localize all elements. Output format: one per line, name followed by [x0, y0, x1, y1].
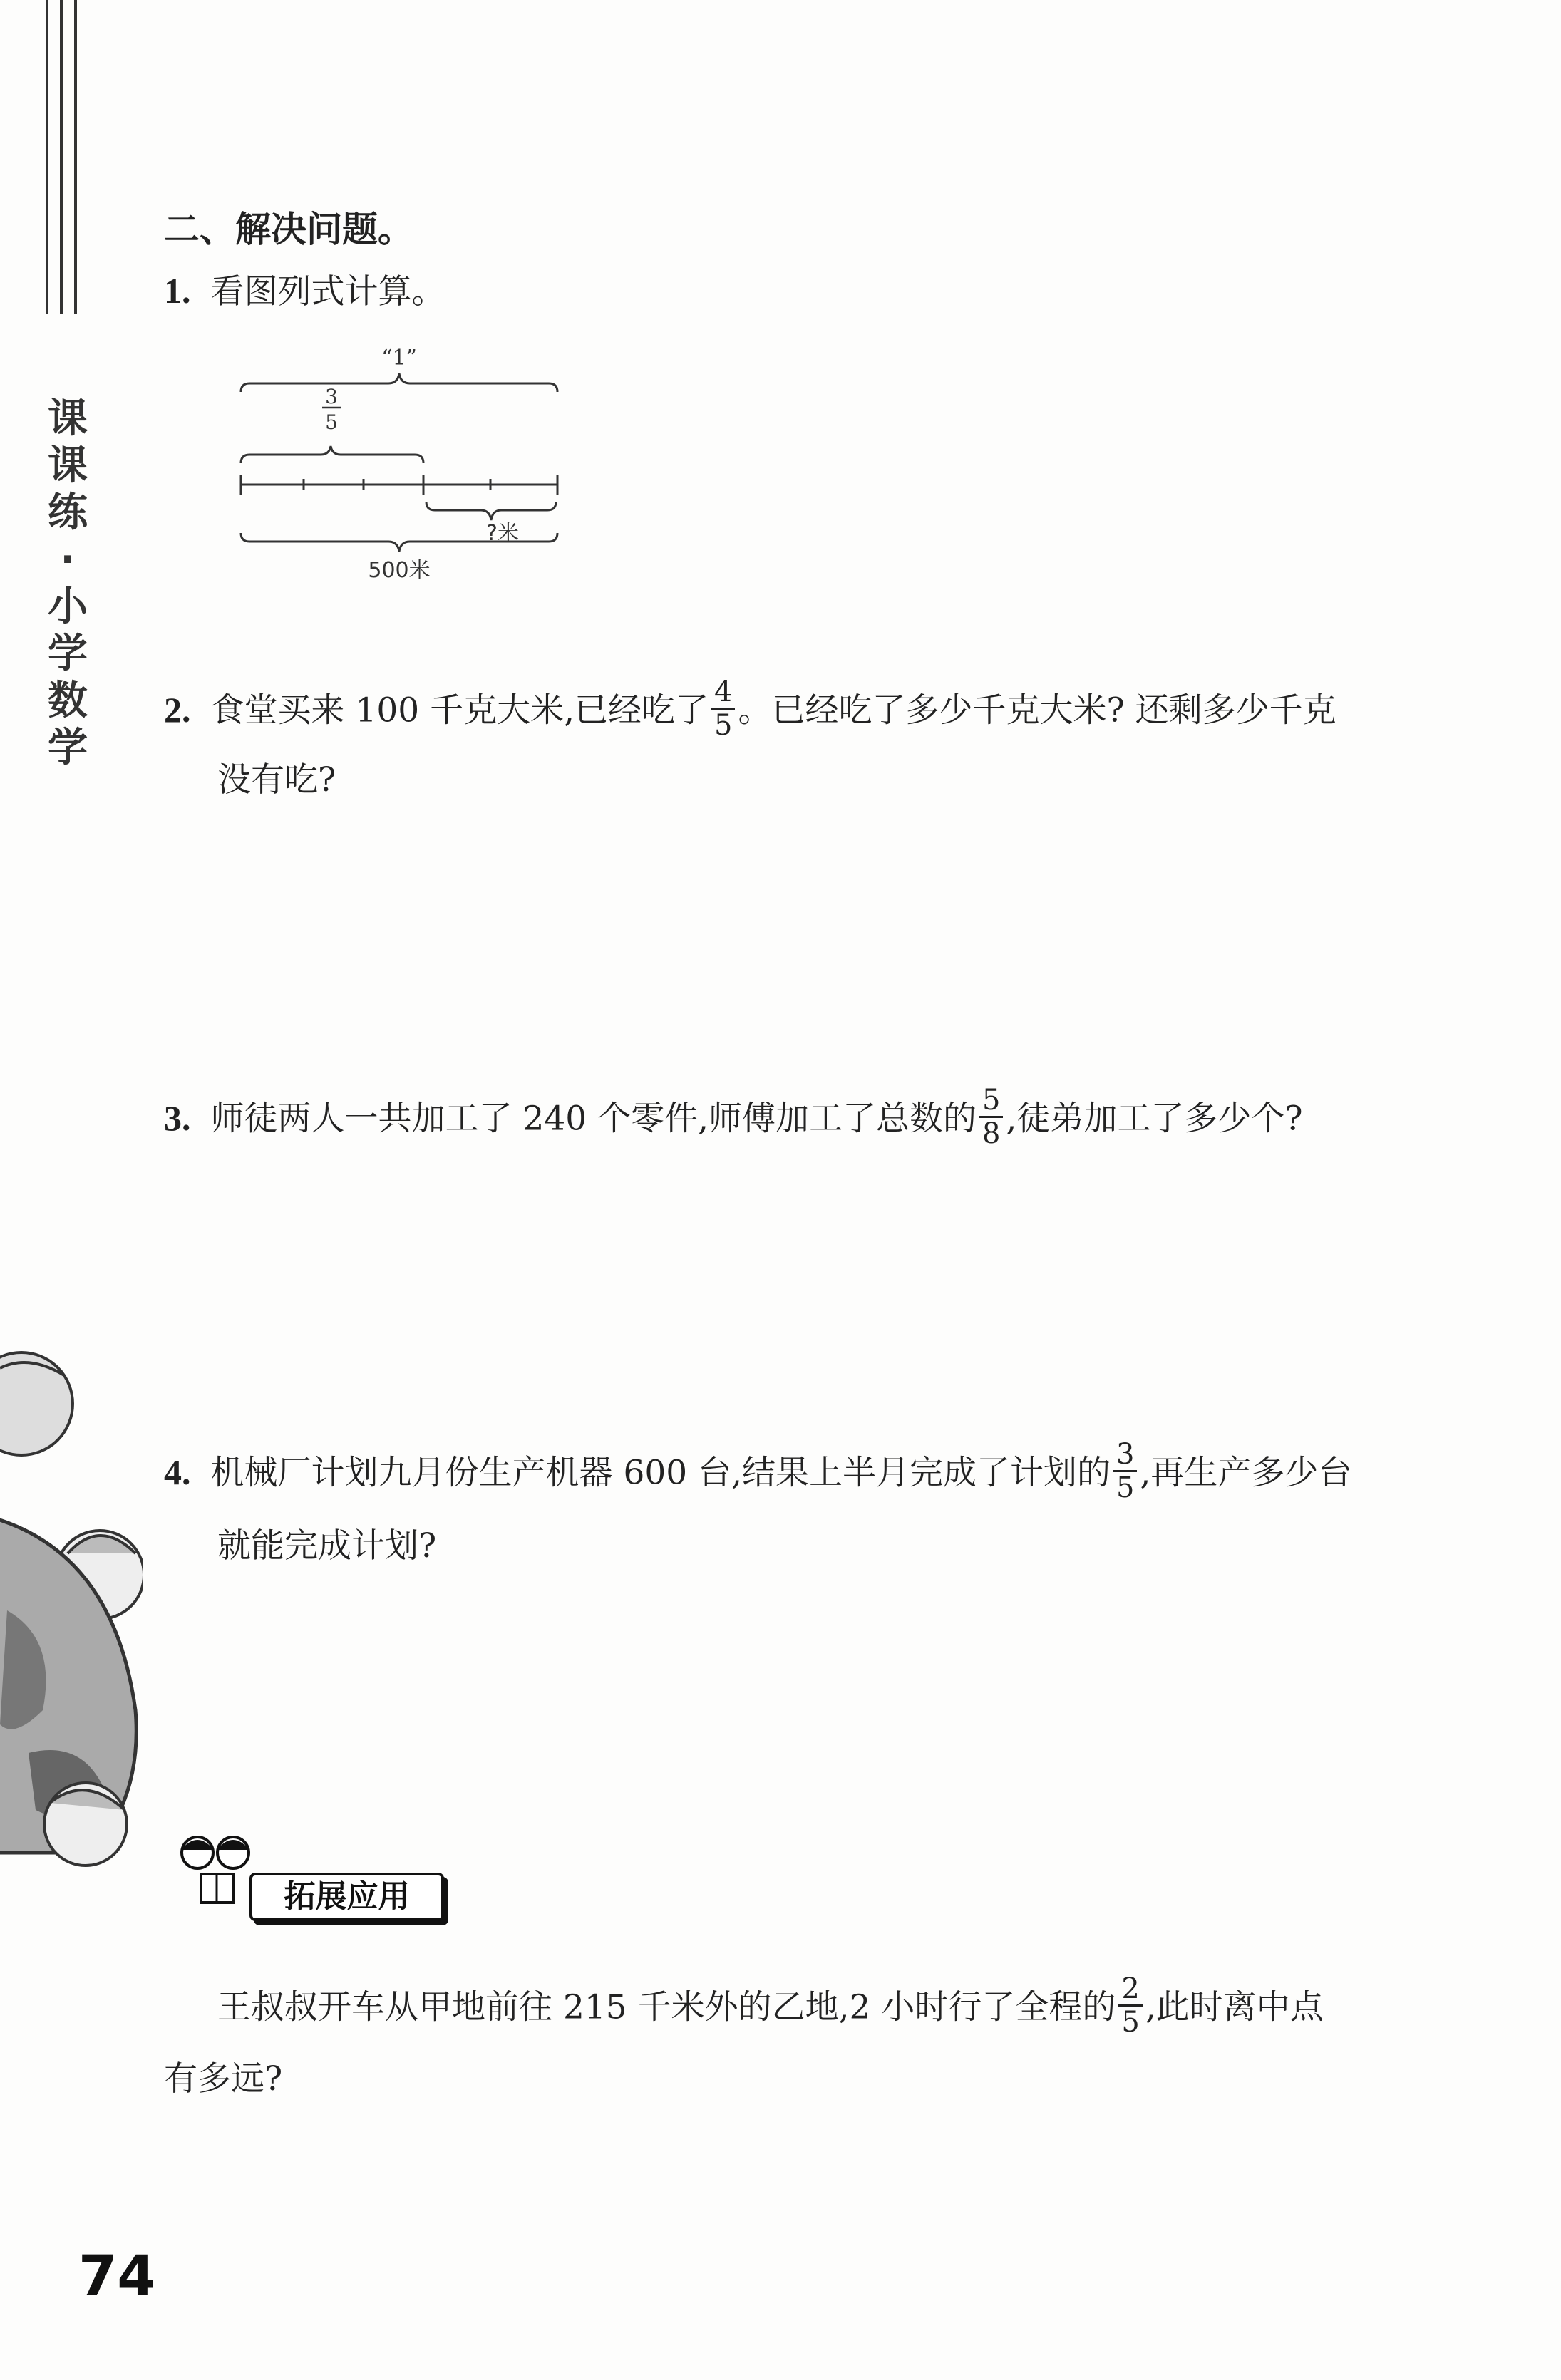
question-number: 4. [164, 1452, 191, 1492]
children-globe-illustration [0, 1340, 143, 1924]
question-text: ,再生产多少台 [1140, 1453, 1352, 1493]
question-2 [164, 676, 1336, 745]
question-2-line2: 没有吃? [217, 760, 336, 800]
page-number: 74 [78, 2245, 156, 2309]
question-4 [164, 1438, 1352, 1508]
diagram-total-label: 500米 [368, 558, 431, 583]
diagram-whole-label: “1” [381, 346, 417, 371]
margin-rule [60, 0, 63, 314]
question-number: 1. [164, 271, 191, 311]
extension-question [217, 1972, 1324, 2042]
segment-diagram [228, 342, 570, 599]
question-1 [164, 269, 445, 314]
section-title: 二、解决问题。 [164, 208, 413, 250]
question-number: 3. [164, 1097, 191, 1138]
fraction: $\frac{2}{5}$ [1118, 1973, 1142, 2038]
diagram-fraction-denominator: 5 [325, 410, 338, 434]
question-text: 机械厂计划九月份生产机器 600 台,结果上半月完成了计划的 [210, 1453, 1111, 1493]
question-text: ,徒弟加工了多少个? [1006, 1099, 1303, 1139]
margin-rule [74, 0, 77, 314]
question-text: ,此时离中点 [1145, 1987, 1324, 2027]
question-number: 2. [164, 689, 191, 730]
series-title: 课 课 练 · 小 学 数 学 [48, 395, 88, 771]
margin-rule [46, 0, 48, 314]
extension-line2: 有多远? [164, 2059, 283, 2099]
question-text: 。已经吃了多少千克大米? 还剩多少千克 [738, 690, 1336, 730]
question-3 [164, 1084, 1303, 1154]
fraction: $\frac{4}{5}$ [711, 676, 735, 741]
fraction: $\frac{3}{5}$ [1113, 1439, 1137, 1504]
question-4-line2: 就能完成计划? [217, 1526, 437, 1566]
extension-badge: 拓展应用 [249, 1873, 444, 1921]
fraction: $\frac{5}{8}$ [979, 1085, 1003, 1149]
diagram-fraction-numerator: 3 [325, 385, 338, 408]
question-text: 王叔叔开车从甲地前往 215 千米外的乙地,2 小时行了全程的 [217, 1987, 1116, 2027]
question-text: 看图列式计算。 [210, 272, 445, 311]
diagram-question-label: ?米 [486, 521, 519, 546]
question-text: 食堂买来 100 千克大米,已经吃了 [210, 690, 709, 730]
question-text: 师徒两人一共加工了 240 个零件,师傅加工了总数的 [210, 1099, 977, 1139]
